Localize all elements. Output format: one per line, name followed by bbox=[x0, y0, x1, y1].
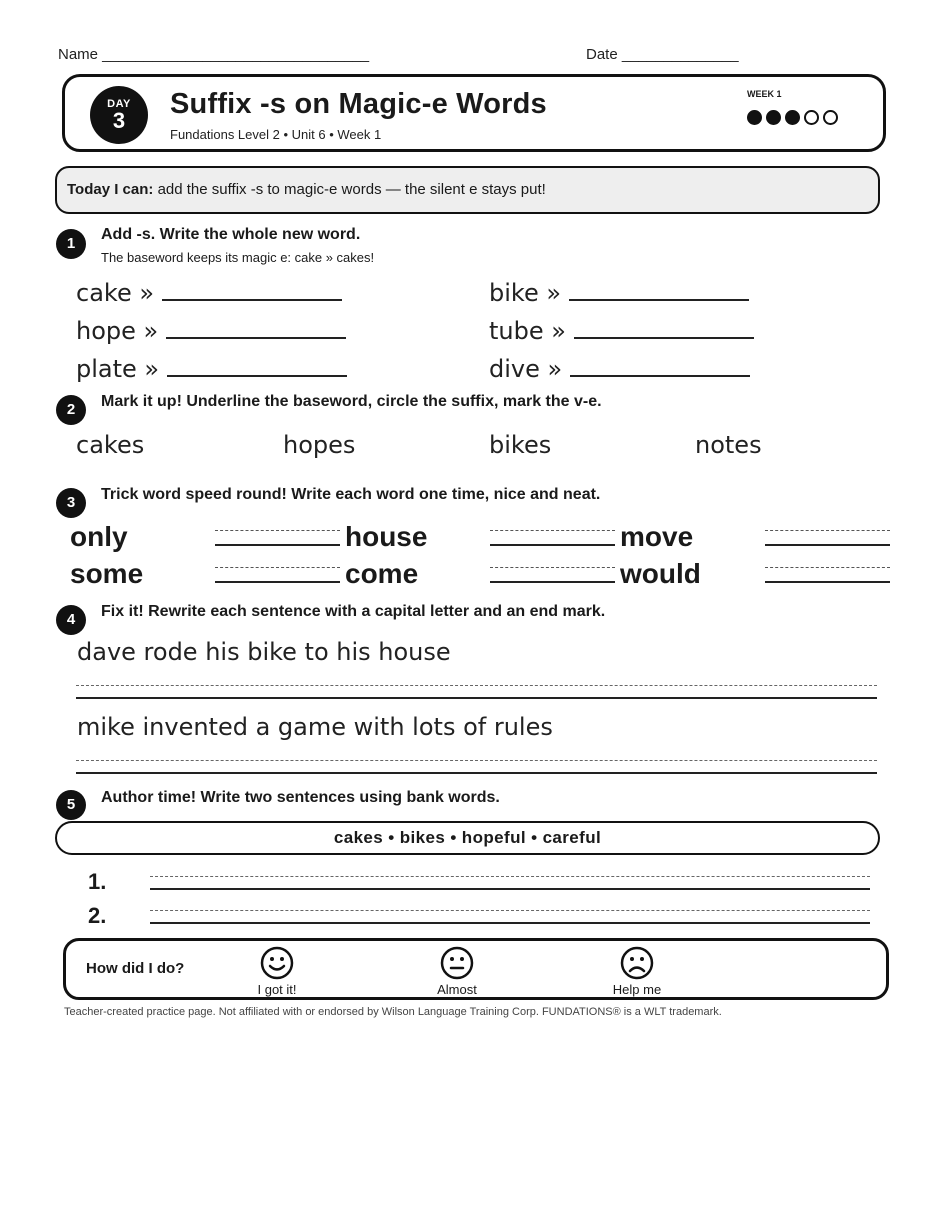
smile-face-icon[interactable] bbox=[260, 946, 294, 980]
suffix-item bbox=[76, 317, 346, 345]
section-number-1: 1 bbox=[56, 229, 86, 259]
rewrite-line[interactable] bbox=[76, 685, 877, 699]
baseword-prompt: hope » bbox=[76, 317, 159, 345]
writing-line[interactable] bbox=[490, 567, 615, 583]
markup-word[interactable]: hopes bbox=[283, 431, 356, 459]
baseword-prompt: dive » bbox=[489, 355, 563, 383]
answer-blank[interactable] bbox=[574, 337, 754, 339]
baseword-prompt: tube » bbox=[489, 317, 566, 345]
today-goal: add the suffix -s to magic-e words — the silent e stays put! bbox=[153, 181, 546, 198]
markup-word[interactable]: bikes bbox=[489, 431, 552, 459]
section-1-title: Add -s. Write the whole new word. bbox=[101, 226, 361, 243]
sentence-number: 1. bbox=[88, 869, 107, 894]
neutral-face-icon[interactable] bbox=[440, 946, 474, 980]
week-label: WEEK 1 bbox=[747, 89, 782, 99]
writing-line[interactable] bbox=[215, 530, 340, 546]
option-label: I got it! bbox=[257, 982, 297, 997]
markup-word[interactable]: notes bbox=[695, 431, 762, 459]
section-4-title: Fix it! Rewrite each sentence with a capital letter and an end mark. bbox=[101, 603, 606, 620]
section-number-5: 5 bbox=[56, 790, 86, 820]
self-check-label: How did I do? bbox=[86, 960, 185, 977]
section-3-title: Trick word speed round! Write each word one time, nice and neat. bbox=[101, 486, 601, 503]
suffix-item bbox=[489, 279, 749, 307]
answer-blank[interactable] bbox=[167, 375, 347, 377]
answer-blank[interactable] bbox=[162, 299, 342, 301]
answer-blank[interactable] bbox=[569, 299, 749, 301]
option-label: Almost bbox=[437, 982, 477, 997]
word-bank: cakes • bikes • hopeful • careful bbox=[55, 821, 880, 855]
page-subtitle: Fundations Level 2 • Unit 6 • Week 1 bbox=[170, 127, 382, 142]
fix-sentence: mike invented a game with lots of rules bbox=[77, 713, 553, 741]
fix-sentence: dave rode his bike to his house bbox=[77, 638, 451, 666]
day-badge bbox=[90, 86, 148, 144]
suffix-item bbox=[76, 355, 347, 383]
rewrite-line[interactable] bbox=[76, 760, 877, 774]
writing-line[interactable] bbox=[490, 530, 615, 546]
sentence-line[interactable] bbox=[150, 876, 870, 890]
option-label: Help me bbox=[612, 982, 662, 997]
trick-word: only bbox=[70, 521, 128, 552]
section-2-title: Mark it up! Underline the baseword, circle the suffix, mark the v-e. bbox=[101, 393, 602, 410]
writing-line[interactable] bbox=[215, 567, 340, 583]
day-number: 3 bbox=[112, 108, 126, 133]
baseword-prompt: plate » bbox=[76, 355, 160, 383]
answer-blank[interactable] bbox=[166, 337, 346, 339]
day-label: DAY bbox=[107, 98, 131, 110]
trick-word: would bbox=[620, 558, 701, 589]
progress-dot bbox=[766, 110, 781, 125]
frown-face-icon[interactable] bbox=[620, 946, 654, 980]
suffix-item bbox=[76, 279, 342, 307]
section-number-4: 4 bbox=[56, 605, 86, 635]
today-i-can-text bbox=[67, 181, 546, 198]
date-field[interactable]: Date ______________ bbox=[586, 46, 739, 63]
trick-word: house bbox=[345, 521, 428, 552]
progress-dot bbox=[804, 110, 819, 125]
trick-word: move bbox=[620, 521, 694, 552]
footer-disclaimer: Teacher-created practice page. Not affiliated with or endorsed by Wilson Language Training Corp. FUNDATIONS® is a WLT trademark. bbox=[64, 1006, 722, 1018]
section-number-3: 3 bbox=[56, 488, 86, 518]
section-1-subtitle: The baseword keeps its magic e: cake » cakes! bbox=[101, 250, 375, 265]
today-lead: Today I can: bbox=[67, 181, 154, 198]
section-5-title: Author time! Write two sentences using bank words. bbox=[101, 789, 500, 806]
answer-blank[interactable] bbox=[570, 375, 750, 377]
baseword-prompt: bike » bbox=[489, 279, 562, 307]
name-field[interactable]: Name ________________________________ bbox=[58, 46, 370, 63]
week-progress-dots bbox=[747, 110, 838, 125]
trick-word: come bbox=[345, 558, 419, 589]
markup-word[interactable]: cakes bbox=[76, 431, 145, 459]
suffix-item bbox=[489, 355, 750, 383]
progress-dot bbox=[747, 110, 762, 125]
writing-line[interactable] bbox=[765, 530, 890, 546]
page-title: Suffix -s on Magic-e Words bbox=[170, 88, 547, 120]
progress-dot bbox=[823, 110, 838, 125]
baseword-prompt: cake » bbox=[76, 279, 155, 307]
trick-word: some bbox=[70, 558, 144, 589]
section-number-2: 2 bbox=[56, 395, 86, 425]
sentence-line[interactable] bbox=[150, 910, 870, 924]
sentence-number: 2. bbox=[88, 903, 107, 928]
writing-line[interactable] bbox=[765, 567, 890, 583]
progress-dot bbox=[785, 110, 800, 125]
suffix-item bbox=[489, 317, 754, 345]
